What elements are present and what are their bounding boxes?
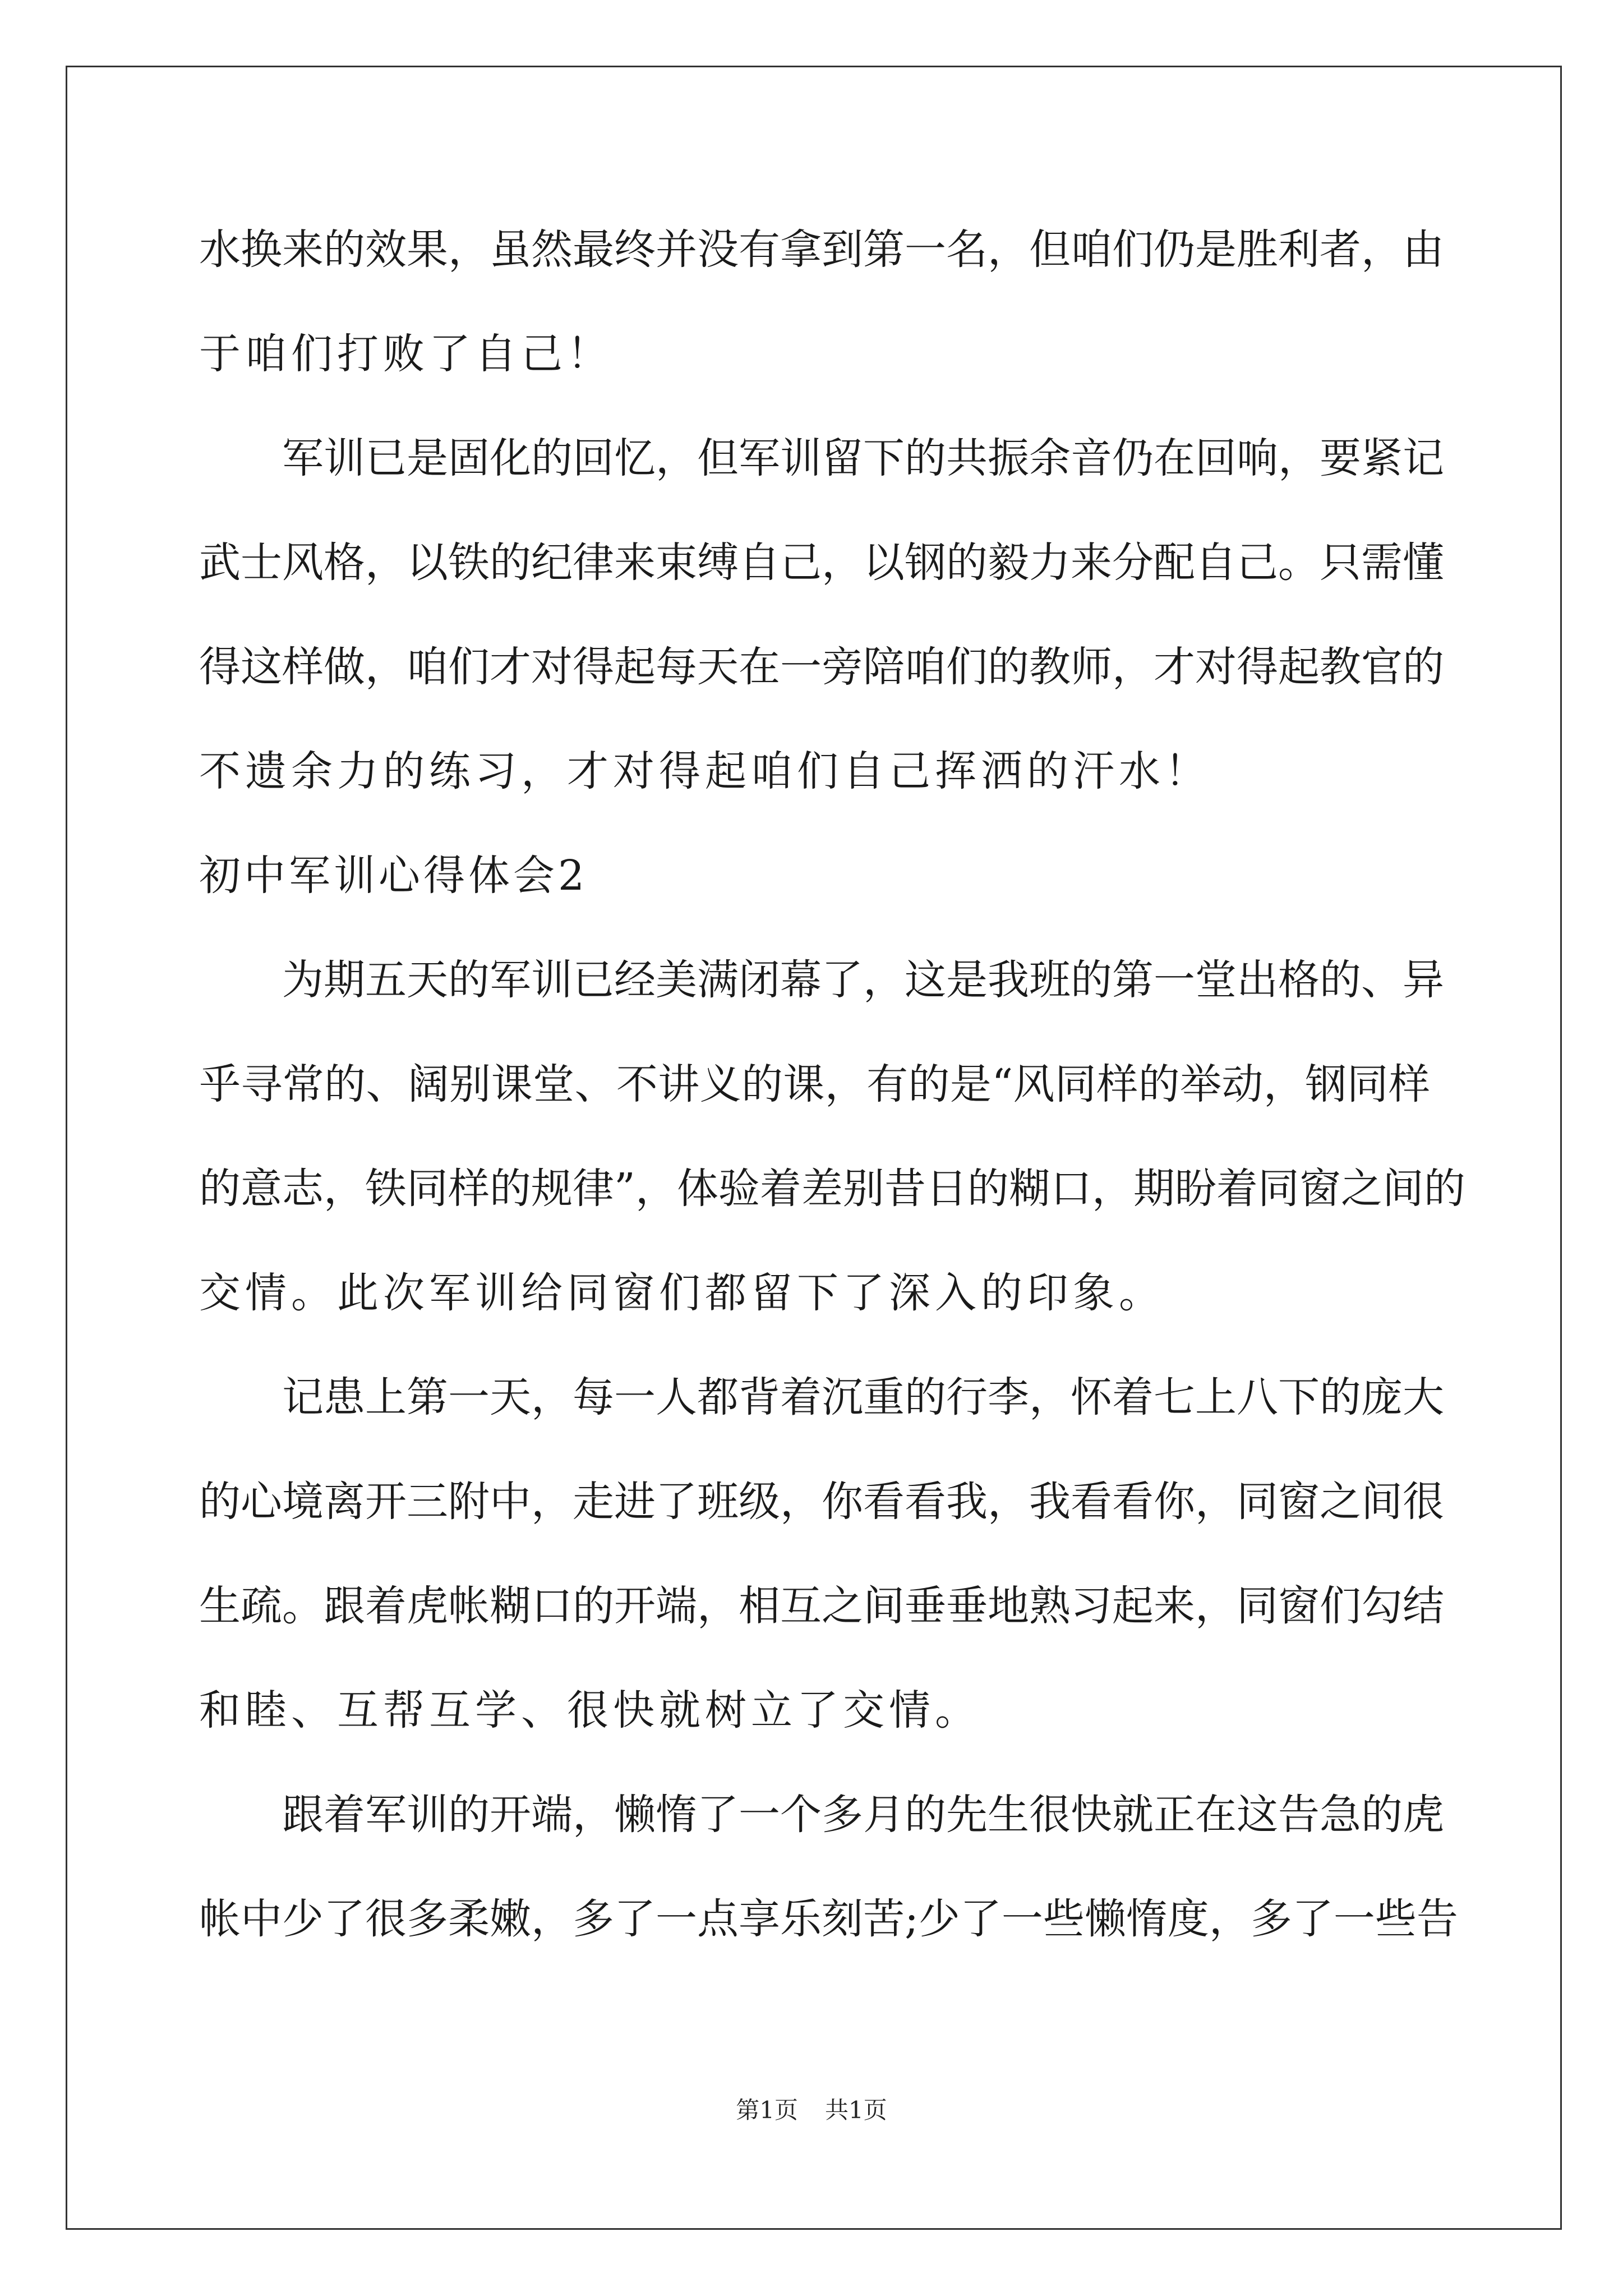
text-line: 交情。此次军训给同窗们都留下了深入的印象。 — [199, 1269, 1165, 1317]
text-line: 不遗余力的练习，才对得起咱们自己挥洒的汗水！ — [199, 747, 1211, 795]
text-line: 生疏。跟着虎帐糊口的开端，相互之间垂垂地熟习起来，同窗们勾结 — [199, 1582, 1444, 1630]
text-line: 和睦、互帮互学、很快就树立了交情。 — [199, 1686, 981, 1734]
paragraph-start-line: 跟着军训的开端，懒惰了一个多月的先生很快就正在这告急的虎 — [282, 1791, 1444, 1839]
text-line: 帐中少了很多柔嫩，多了一点享乐刻苦;少了一些懒惰度，多了一些告 — [199, 1895, 1458, 1943]
paragraph-start-line: 军训已是固化的回忆，但军训留下的共振余音仍在回响，要紧记 — [282, 434, 1444, 482]
page-number-current: 第1页 — [736, 2096, 798, 2124]
page-number-total: 共1页 — [825, 2096, 887, 2124]
text-line: 得这样做，咱们才对得起每天在一旁陪咱们的教师，才对得起教官的 — [199, 643, 1444, 691]
text-line: 武士风格，以铁的纪律来束缚自己，以钢的毅力来分配自己。只需懂 — [199, 539, 1444, 587]
paragraph-start-line: 记患上第一天，每一人都背着沉重的行李，怀着七上八下的庞大 — [282, 1373, 1444, 1421]
text-line: 的心境离开三附中，走进了班级，你看看我，我看看你，同窗之间很 — [199, 1478, 1444, 1526]
document-body — [199, 216, 1465, 1990]
text-line: 乎寻常的、阔别课堂、不讲义的课，有的是“风同样的举动，钢同样 — [199, 1060, 1430, 1108]
text-line: 水换来的效果，虽然最终并没有拿到第一名，但咱们仍是胜利者，由 — [199, 226, 1444, 274]
paragraph-start-line: 为期五天的军训已经美满闭幕了，这是我班的第一堂出格的、异 — [282, 956, 1444, 1004]
section-heading: 初中军训心得体会2 — [199, 852, 588, 900]
page-footer — [0, 2092, 1623, 2125]
text-line: 的意志，铁同样的规律”，体验着差别昔日的糊口，期盼着同窗之间的 — [199, 1165, 1465, 1213]
text-line: 于咱们打败了自己！ — [199, 330, 613, 378]
